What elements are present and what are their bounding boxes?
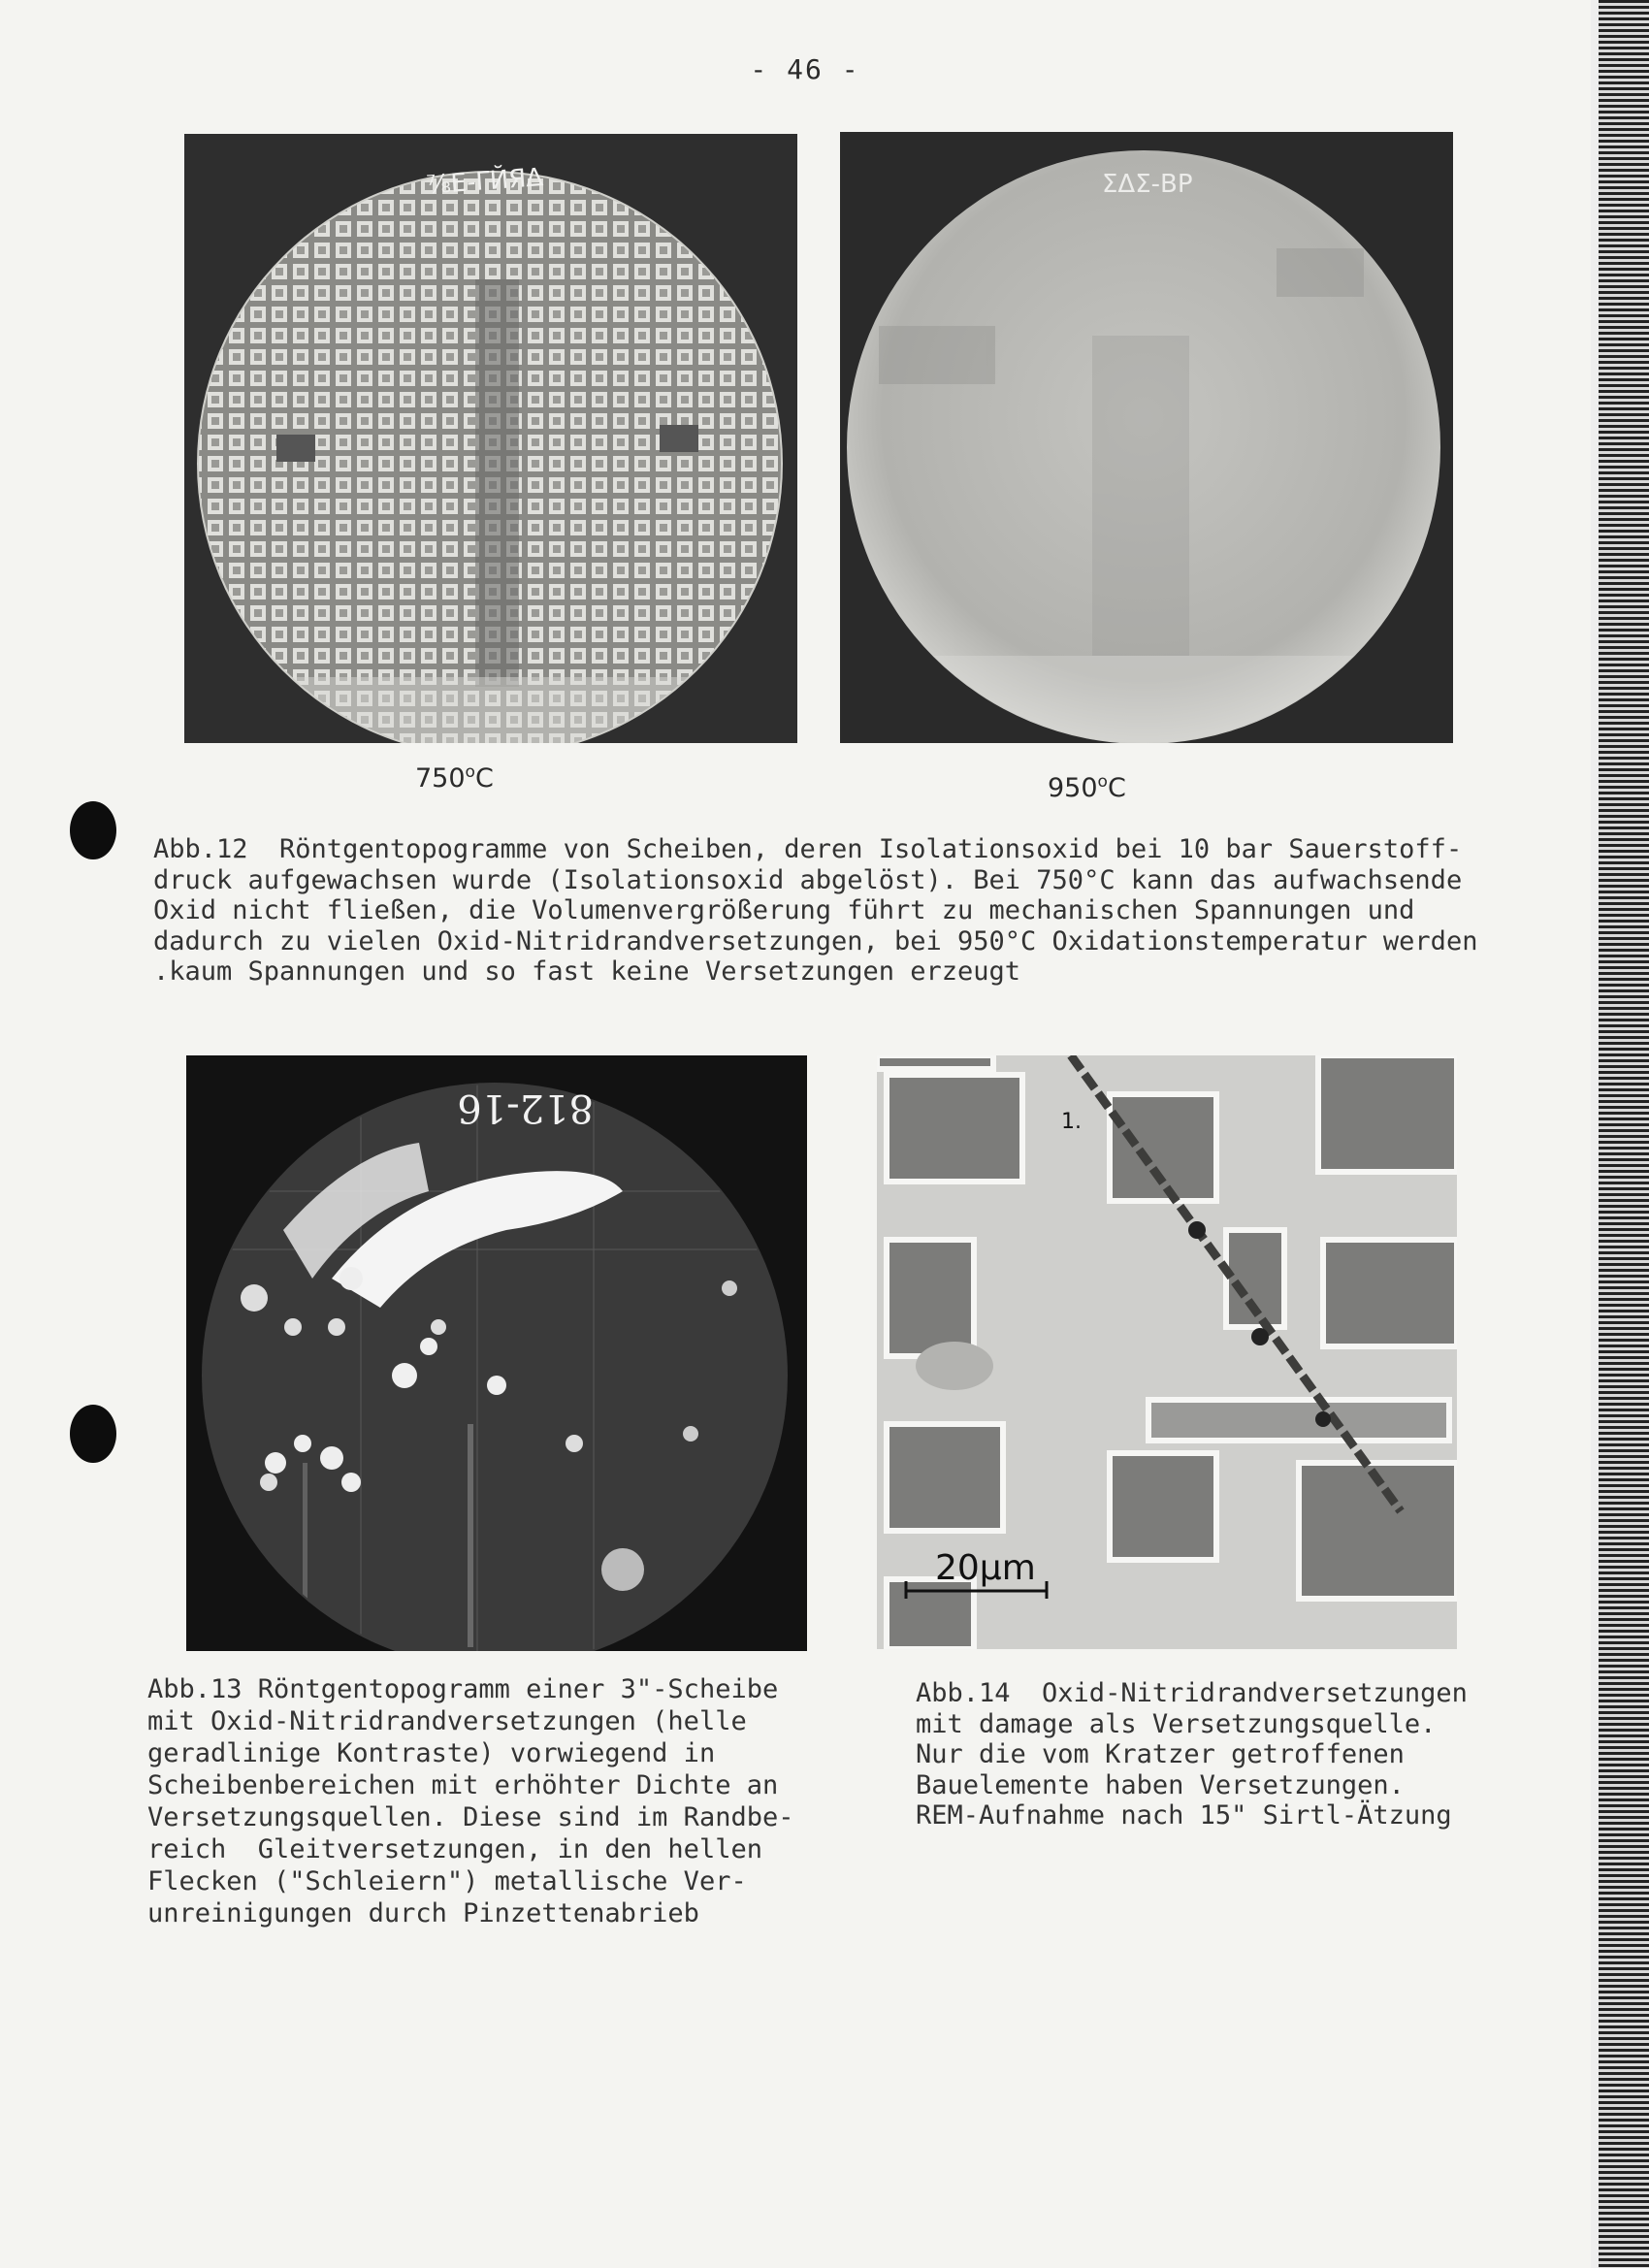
- caption-abb13: Abb.13 Röntgentopogramm einer 3"-Scheibe mit Oxid-Nitridrandversetzungen (helle geradlinige Kontraste) vorwiegend in Scheibenbereichen mit erhöhter Dichte an Versetzungsquellen. Diese sind im Randbe- reich Gleitversetzungen, in den hellen Flecken ("Schleiern") metallische Ver- unreinigungen durch Pinzettenabrieb: [147, 1674, 794, 1928]
- temp-label-750: 750$^o$C: [415, 762, 494, 794]
- sem-marker: 1.: [1061, 1110, 1082, 1134]
- figure-13-photo: [186, 1055, 807, 1651]
- scale-bar-label: 20µm: [935, 1548, 1036, 1588]
- temp-label-950: 950$^o$C: [1048, 772, 1126, 803]
- scan-edge-margin: [1591, 0, 1599, 2268]
- wafer-label-950: ΣΔΣ-ВΡ: [1102, 170, 1193, 199]
- figure-12-right-photo: [840, 132, 1453, 743]
- scan-edge-strip: [1591, 0, 1649, 2268]
- page-number: - 46 -: [750, 53, 860, 85]
- wafer-label-750: ⅞Ε-ΓЙЯ∆: [425, 163, 544, 201]
- caption-abb12: Abb.12 Röntgentopogramme von Scheiben, deren Isolationsoxid bei 10 bar Sauerstoff- druck aufgewachsen wurde (Isolationsoxid abgelöst). Bei 750°C kann das aufwachsende Oxid nicht fließen, die Volumenvergrößerung führt zu mechanischen Spannungen und dadurch zu vielen Oxid-Nitridrandversetzungen, bei 950°C Oxidationstemperatur werden .kaum Spannungen und so fast keine Versetzungen erzeugt: [153, 834, 1478, 987]
- punch-hole-bottom: [70, 1405, 116, 1463]
- punch-hole-top: [70, 801, 116, 859]
- caption-abb14: Abb.14 Oxid-Nitridrandversetzungen mit damage als Versetzungsquelle. Nur die vom Kratzer getroffenen Bauelemente haben Versetzungen. REM-Aufnahme nach 15" Sirtl-Ätzung: [916, 1678, 1468, 1831]
- wafer-label-fig13: 812-16: [457, 1085, 594, 1130]
- figure-12-left-photo: [184, 134, 797, 743]
- figure-14-photo: [877, 1055, 1457, 1649]
